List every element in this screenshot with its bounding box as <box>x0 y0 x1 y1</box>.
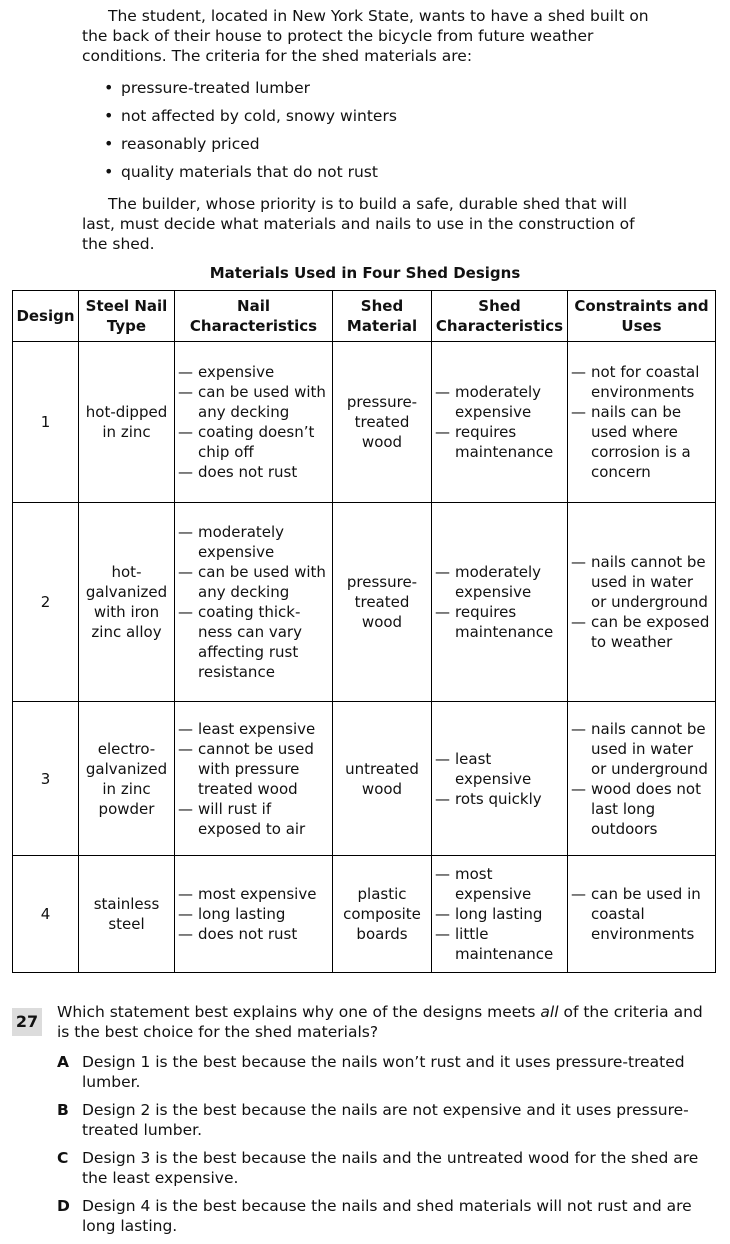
list-item: — moderately expensive <box>435 382 564 422</box>
criteria-item: • reasonably priced <box>104 130 652 158</box>
design-number: 3 <box>13 702 79 856</box>
list-item: — nails can be used where corrosion is a concern <box>571 402 712 482</box>
list-item: — requires maintenance <box>435 422 564 462</box>
list-item: — nails cannot be used in water or underground <box>571 552 712 612</box>
list-item: — does not rust <box>178 462 329 482</box>
nail-characteristics <box>175 856 333 973</box>
question-text-end: of the criteria and is the best choice for the shed materials? <box>57 1003 703 1041</box>
list-item: — cannot be used with pressure treated wood <box>178 739 329 799</box>
shed-material: pressure-treated wood <box>333 503 432 702</box>
list-item: — long lasting <box>435 904 564 924</box>
constraints <box>568 503 716 702</box>
answer-option-c[interactable] <box>57 1148 717 1188</box>
list-item: — wood does not last long outdoors <box>571 779 712 839</box>
design-number: 4 <box>13 856 79 973</box>
option-text: Design 2 is the best because the nails are not expensive and it uses pressure-treated lumber. <box>82 1101 689 1139</box>
constraints <box>568 342 716 503</box>
shed-characteristics <box>432 503 568 702</box>
header-shed-characteristics: Shed Characteristics <box>432 291 568 342</box>
list-item: — can be used with any decking <box>178 562 329 602</box>
shed-material: plastic composite boards <box>333 856 432 973</box>
nail-type: stainless steel <box>79 856 175 973</box>
answer-options <box>57 1052 717 1236</box>
nail-characteristics <box>175 503 333 702</box>
list-item: — least expensive <box>435 749 564 789</box>
list-item: — most expensive <box>435 864 564 904</box>
table-title: Materials Used in Four Shed Designs <box>209 264 521 282</box>
list-item: — does not rust <box>178 924 329 944</box>
shed-characteristics <box>432 702 568 856</box>
shed-material: untreated wood <box>333 702 432 856</box>
list-item: — little maintenance <box>435 924 564 964</box>
list-item: — will rust if exposed to air <box>178 799 329 839</box>
materials-table <box>12 290 716 973</box>
table-row <box>13 702 716 856</box>
list-item: — expensive <box>178 362 329 382</box>
list-item: — rots quickly <box>435 789 564 809</box>
list-item: — most expensive <box>178 884 329 904</box>
question-text-start: Which statement best explains why one of the designs meets <box>57 1003 541 1021</box>
list-item: — requires maintenance <box>435 602 564 642</box>
option-letter: B <box>57 1101 69 1119</box>
list-item: — coating thick-ness can vary affecting rust resistance <box>178 602 329 682</box>
option-letter: D <box>57 1197 70 1215</box>
option-letter: A <box>57 1053 69 1071</box>
list-item: — coating doesn’t chip off <box>178 422 329 462</box>
list-item: — long lasting <box>178 904 329 924</box>
nail-characteristics <box>175 342 333 503</box>
table-row <box>13 856 716 973</box>
nail-type: hot-galvanized with iron zinc alloy <box>79 503 175 702</box>
list-item: — moderately expensive <box>435 562 564 602</box>
answer-option-d[interactable] <box>57 1196 717 1236</box>
question-block <box>12 1002 717 1244</box>
header-nail-type: Steel Nail Type <box>79 291 175 342</box>
criteria-item: • not affected by cold, snowy winters <box>104 102 652 130</box>
constraints <box>568 856 716 973</box>
intro-paragraph-2: The builder, whose priority is to build a safe, durable shed that will last, must decide what materials and nails to use in the construction of the shed. <box>82 195 635 253</box>
intro-section <box>82 6 652 254</box>
intro-paragraph-1: The student, located in New York State, wants to have a shed built on the back of their house to protect the bicycle from future weather conditions. The criteria for the shed materials are: <box>82 7 649 65</box>
option-text: Design 4 is the best because the nails and shed materials will not rust and are long lasting. <box>82 1197 692 1235</box>
shed-material: pressure-treated wood <box>333 342 432 503</box>
design-number: 1 <box>13 342 79 503</box>
criteria-item: • quality materials that do not rust <box>104 158 652 186</box>
nail-type: electro-galvanized in zinc powder <box>79 702 175 856</box>
table-row <box>13 342 716 503</box>
option-text: Design 1 is the best because the nails won’t rust and it uses pressure-treated lumber. <box>82 1053 685 1091</box>
answer-option-a[interactable] <box>57 1052 717 1092</box>
constraints <box>568 702 716 856</box>
header-design: Design <box>13 291 79 342</box>
list-item: — can be used in coastal environments <box>571 884 712 944</box>
question-text <box>57 1002 717 1042</box>
list-item: — nails cannot be used in water or underground <box>571 719 712 779</box>
table-header-row <box>13 291 716 342</box>
criteria-list <box>82 74 652 186</box>
list-item: — not for coastal environments <box>571 362 712 402</box>
nail-characteristics <box>175 702 333 856</box>
header-constraints: Constraints and Uses <box>568 291 716 342</box>
question-number: 27 <box>12 1008 42 1036</box>
criteria-item: • pressure-treated lumber <box>104 74 652 102</box>
design-number: 2 <box>13 503 79 702</box>
header-shed-material: Shed Material <box>333 291 432 342</box>
option-text: Design 3 is the best because the nails and the untreated wood for the shed are the least expensive. <box>82 1149 699 1187</box>
nail-type: hot-dipped in zinc <box>79 342 175 503</box>
answer-option-b[interactable] <box>57 1100 717 1140</box>
list-item: — moderately expensive <box>178 522 329 562</box>
shed-characteristics <box>432 342 568 503</box>
table-row <box>13 503 716 702</box>
option-letter: C <box>57 1149 69 1167</box>
shed-characteristics <box>432 856 568 973</box>
list-item: — least expensive <box>178 719 329 739</box>
header-nail-characteristics: Nail Characteristics <box>175 291 333 342</box>
question-text-emphasis: all <box>540 1003 559 1021</box>
list-item: — can be used with any decking <box>178 382 329 422</box>
list-item: — can be exposed to weather <box>571 612 712 652</box>
